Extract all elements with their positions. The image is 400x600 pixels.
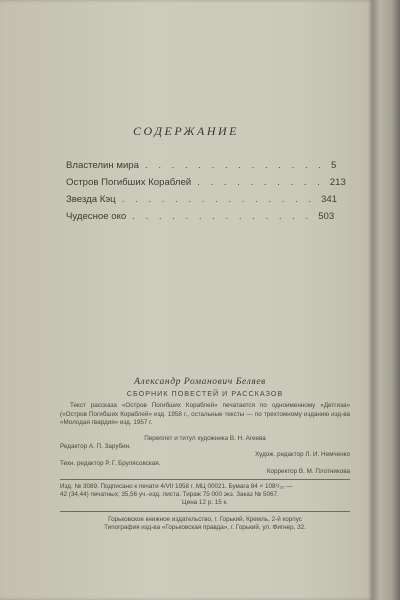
toc-entry-page: 341: [321, 194, 338, 205]
art-editor-credit: Худож. редактор Л. И. Немченко: [255, 451, 350, 459]
toc-entry-page: 213: [329, 177, 346, 188]
toc-entry-title: Звезда Кэц: [66, 194, 116, 205]
toc-entry: [66, 194, 338, 211]
toc-entry-title: Чудесное око: [66, 211, 127, 222]
toc-entry: [66, 177, 346, 194]
contents-heading: СОДЕРЖАНИЕ: [132, 124, 240, 138]
toc-entry-page: 503: [318, 211, 335, 222]
toc-leader-dots: . . . . . . . . . . . . . . .: [121, 194, 315, 205]
price: Цена 12 р. 15 к.: [182, 499, 228, 507]
divider: [60, 479, 350, 480]
toc-entry-page: 5: [330, 160, 337, 171]
book-spine-edge: [372, 0, 400, 600]
tech-editor-credit: Техн. редактор Р. Г. Брулясовская.: [60, 459, 161, 467]
toc-leader-dots: . . . . . . . . . . . . . .: [144, 160, 325, 171]
editor-credit: Редактор А. П. Зарубин.: [60, 443, 131, 451]
toc-entry-title: Властелин мира: [66, 160, 139, 171]
credits-row: [60, 451, 350, 459]
publisher-line: Горьковское книжное издательство, г. Горький, Кремль, 2-й корпус: [108, 515, 302, 523]
proofreader-credit: Корректор В. М. Плотникова: [266, 467, 350, 475]
table-of-contents: [66, 160, 346, 228]
toc-entry-title: Остров Погибших Кораблей: [66, 177, 192, 188]
printer-line: Типография изд-ва «Горьковская правда», г. Горький, ул. Фигнер, 32.: [104, 523, 306, 531]
colophon: [60, 378, 350, 532]
cover-artist-credit: Переплет и титул художника В. Н. Агеева: [144, 435, 266, 443]
toc-leader-dots: . . . . . . . . . .: [197, 177, 324, 188]
credits-row: [60, 460, 350, 468]
divider: [60, 511, 350, 512]
toc-entry: [66, 211, 335, 228]
credits-row: [60, 443, 350, 451]
toc-entry: [66, 160, 337, 177]
print-details-line: Изд. № 3089. Подписано к печати 4/VII 1958 г. МЦ 00021. Бумага 84 × 108¹/₃₂ —: [60, 483, 293, 491]
collection-title: СБОРНИК ПОВЕСТЕЙ И РАССКАЗОВ: [126, 389, 284, 399]
author-name: Александр Романович Беляев: [134, 377, 266, 387]
toc-leader-dots: . . . . . . . . . . . . . .: [132, 211, 313, 222]
print-details-line: 42 (34,44) печатных; 35,56 уч.-изд. листа. Тираж 75 000 экз. Заказ № 5067.: [60, 491, 279, 499]
text-source-note: Текст рассказа «Остров Погибших Кораблей» печатается по одноименному «Детгиза» («Остров Погибших Кораблей» изд. 1958 г., остальные тексты — по трехтомному изданию изд-ва «Молодая гвардия» изд. 1957 г.: [60, 402, 350, 426]
